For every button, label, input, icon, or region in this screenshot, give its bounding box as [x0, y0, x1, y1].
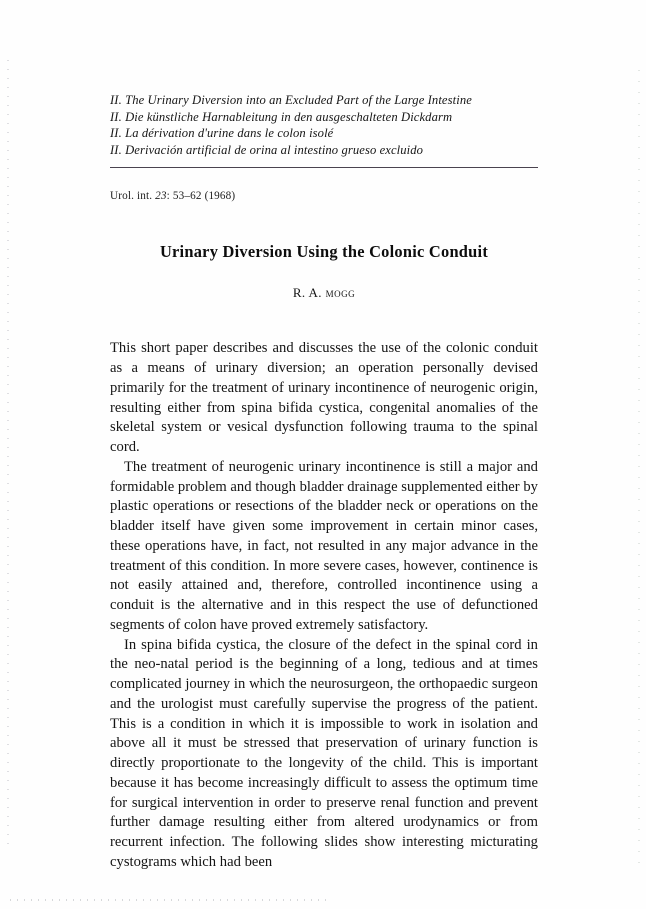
article-body — [110, 339, 538, 872]
citation-year: (1968) — [204, 190, 236, 203]
author-initials: R. A. — [292, 285, 326, 301]
citation-journal: Urol. int. — [110, 190, 153, 203]
scan-artifact-bottom-margin — [10, 899, 330, 901]
author-surname: mogg — [325, 285, 356, 301]
body-paragraph: In spina bifida cystica, the closure of the defect in the spinal cord in the neo-natal period is the beginning of a long, tedious and at times complicated journey in which the neurosurgeon, the orthopaedic surgeon and the urologist must carefully supervise the progress of the patient. This is a condition in which it is impossible to work in isolation and above all it must be stressed that preservation of urinary function is directly proportionate to the longevity of the child. This is important because it has become increasingly difficult to assess the optimum time for surgical intervention in order to preserve renal function and prevent further damage resulting either from altered urodynamics or from recurrent infection. The following slides show interesting micturating cystograms which had been — [110, 636, 538, 870]
body-paragraph: This short paper describes and discusses the use of the colonic conduit as a means of urinary diversion; an operation personally devised primarily for the treatment of urinary incontinence of neurogenic origin, resulting either from spina bifida cystica, congenital anomalies of the skeletal system or vesical dysfunction following trauma to the spinal cord. — [110, 340, 538, 456]
author-byline — [110, 285, 538, 301]
header-divider-rule — [110, 167, 538, 168]
body-paragraph: The treatment of neurogenic urinary incontinence is still a major and formidable problem and though bladder drainage supplemented either by plastic operations or resections of the bladder neck or operations on the bladder itself have given some improvement in certain minor cases, these operations have, in fact, not resulted in any major advance in the treatment of this condition. In more severe cases, however, continence is not easily attained and, therefore, controlled incontinence using a conduit is the alternative and in this respect the use of defunctioned segments of colon have proved extremely satisfactory. — [110, 458, 538, 633]
title-line-spanish: II. Derivación artificial de orina al intestino grueso excluido — [110, 142, 424, 157]
citation-pages: : 53–62 — [166, 190, 202, 203]
journal-citation — [110, 189, 538, 203]
article-title: Urinary Diversion Using the Colonic Conduit — [159, 242, 489, 262]
citation-volume: 23 — [155, 190, 167, 203]
scan-artifact-left-margin — [7, 60, 9, 850]
title-line-english: II. The Urinary Diversion into an Excluded Part of the Large Intestine — [110, 93, 472, 107]
scan-artifact-right-margin — [638, 70, 640, 870]
multilingual-title-block — [110, 92, 538, 158]
title-line-french: II. La dérivation d'urine dans le colon isolé — [110, 126, 334, 141]
text-column — [110, 0, 538, 873]
title-line-german: II. Die künstliche Harnableitung in den ausgeschalteten Dickdarm — [110, 109, 453, 124]
